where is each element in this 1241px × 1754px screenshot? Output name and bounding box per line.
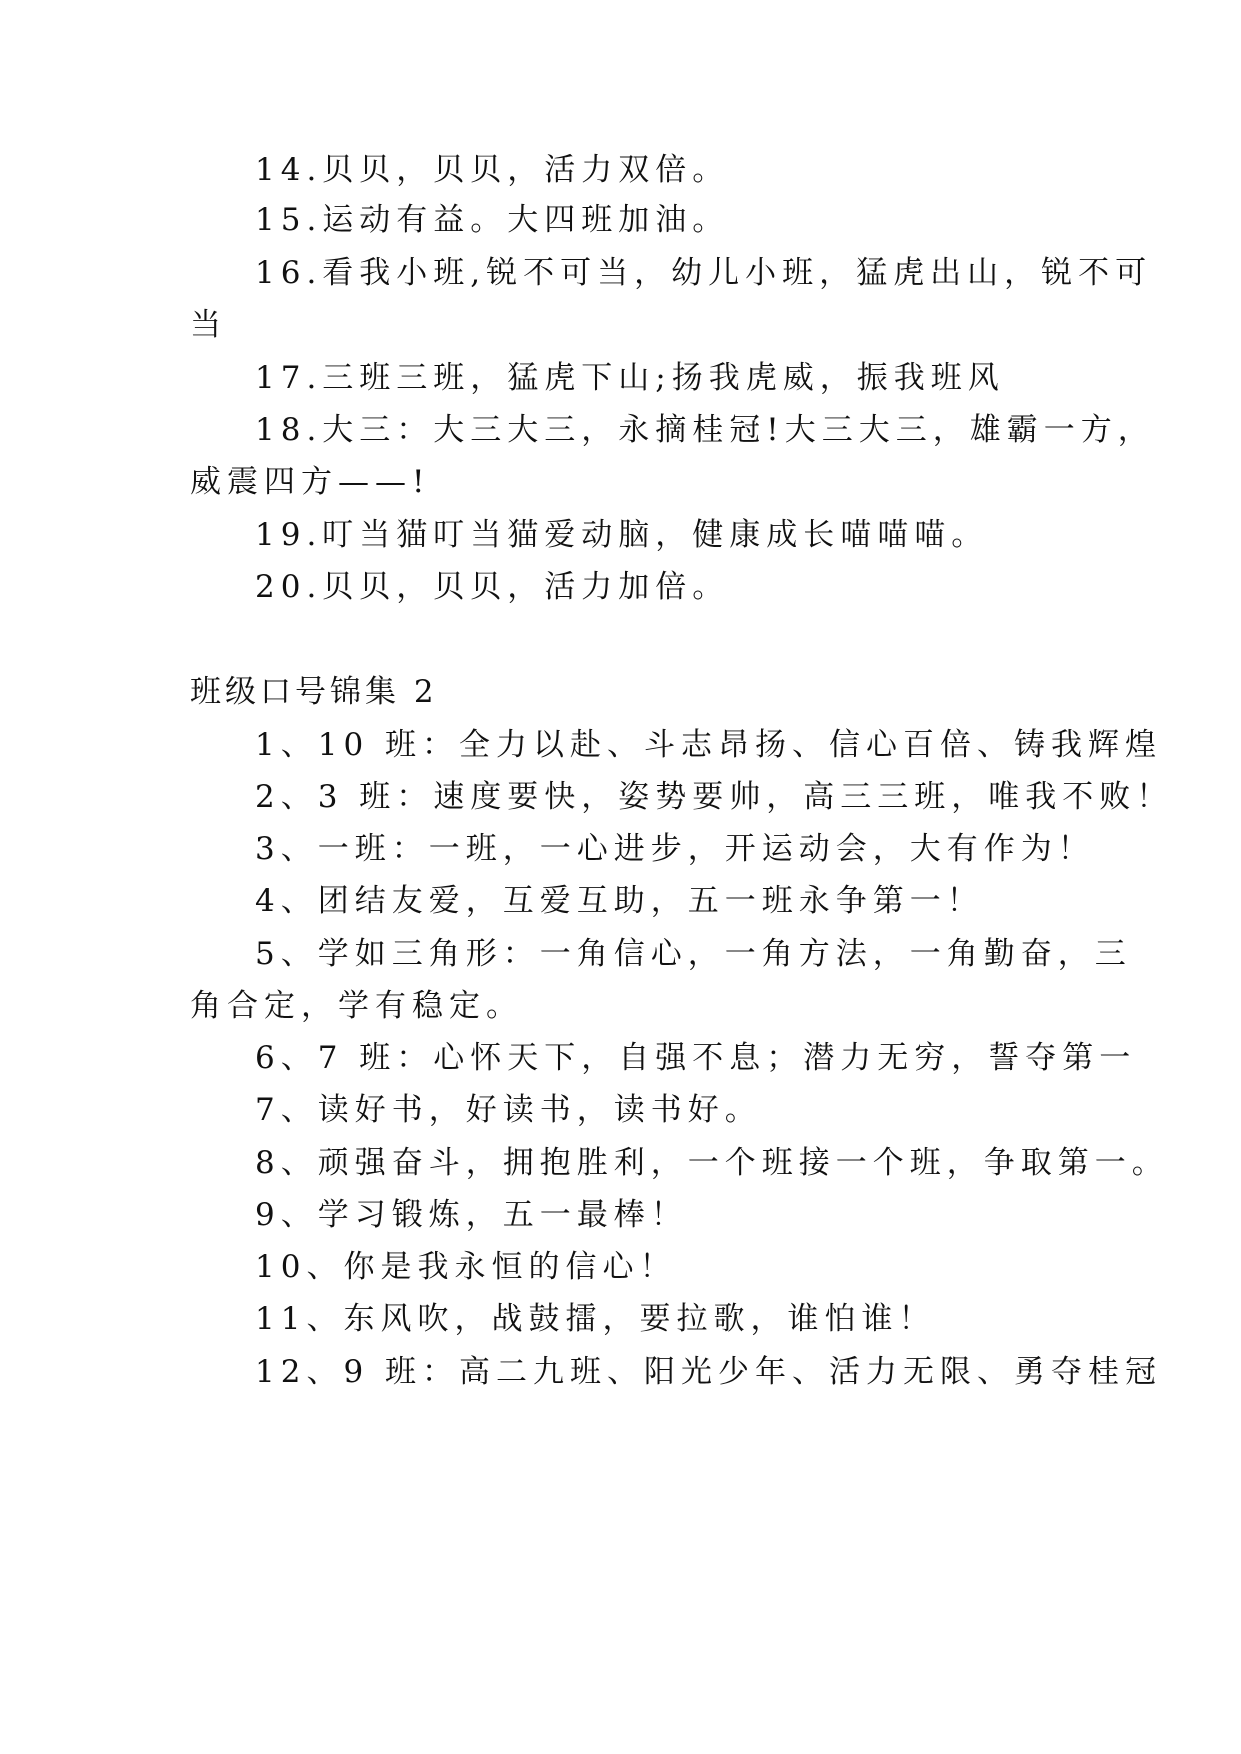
slogan-line: 16.看我小班,锐不可当，幼儿小班，猛虎出山，锐不可 [255,255,1153,291]
section-title: 班级口号锦集 2 [190,674,438,710]
slogan-line: 3、一班：一班，一心进步，开运动会，大有作为！ [255,831,1095,867]
slogan-line: 20.贝贝，贝贝，活力加倍。 [255,569,730,605]
slogan-line-continuation: 当 [190,307,227,343]
slogan-line: 15.运动有益。大四班加油。 [255,202,730,238]
slogan-line: 11、东风吹，战鼓擂，要拉歌，谁怕谁！ [255,1301,936,1337]
slogan-line: 19.叮当猫叮当猫爱动脑，健康成长喵喵喵。 [255,517,989,553]
slogan-line: 18.大三：大三大三，永摘桂冠!大三大三，雄霸一方， [255,412,1155,448]
slogan-line: 9、学习锻炼，五一最棒！ [255,1197,688,1233]
slogan-line: 8、顽强奋斗，拥抱胜利，一个班接一个班，争取第一。 [255,1145,1169,1181]
slogan-line: 17.三班三班，猛虎下山;扬我虎威，振我班风 [255,360,1005,396]
slogan-line: 4、团结友爱，互爱互助，五一班永争第一！ [255,883,984,919]
slogan-line: 6、7 班：心怀天下，自强不息；潜力无穷，誓夺第一 [255,1040,1137,1076]
slogan-line: 1、10 班：全力以赴、斗志昂扬、信心百倍、铸我辉煌 [255,727,1163,763]
slogan-line: 7、读好书，好读书，读书好。 [255,1092,762,1128]
slogan-line-continuation: 角合定，学有稳定。 [190,988,523,1024]
slogan-line: 14.贝贝，贝贝，活力双倍。 [255,152,730,188]
slogan-line: 5、学如三角形：一角信心，一角方法，一角勤奋，三 [255,936,1132,972]
slogan-line: 2、3 班：速度要快，姿势要帅，高三三班，唯我不败！ [255,779,1174,815]
slogan-line: 10、你是我永恒的信心！ [255,1249,677,1285]
slogan-line: 12、9 班：高二九班、阳光少年、活力无限、勇夺桂冠 [255,1354,1163,1390]
slogan-line-continuation: 威震四方——! [190,464,431,500]
